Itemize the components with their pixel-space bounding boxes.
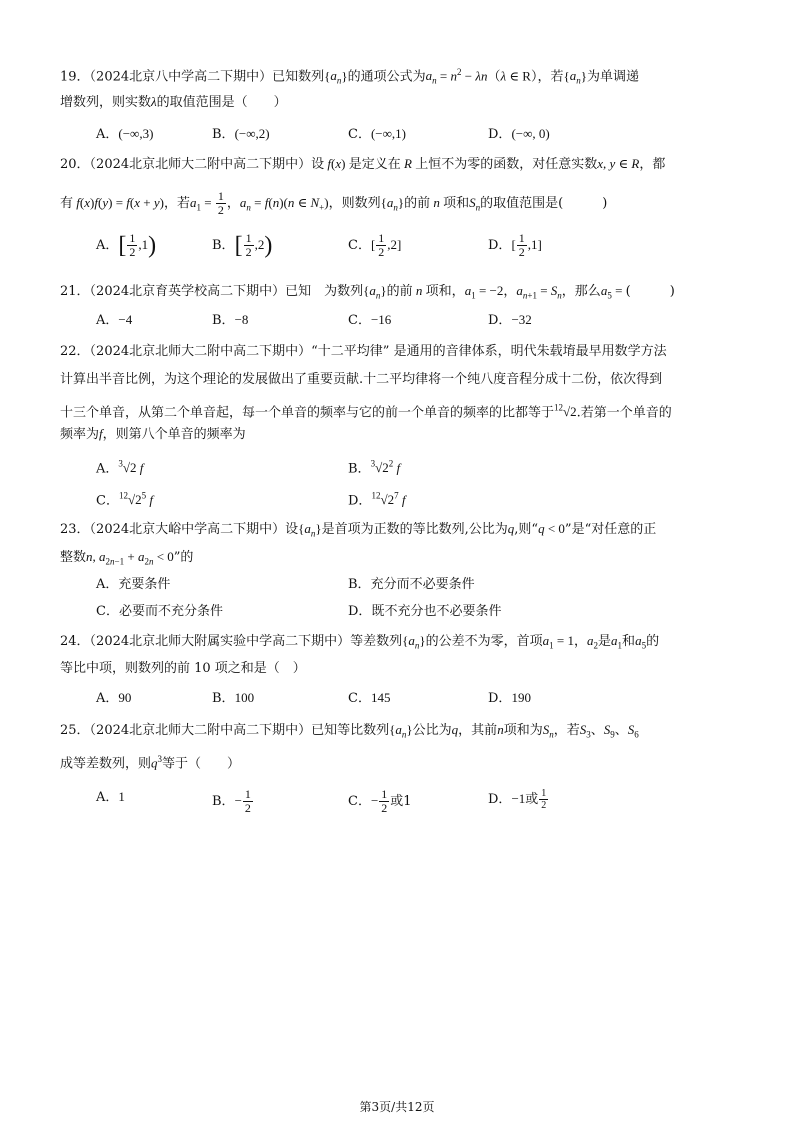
question-19-line2: 增数列，则实数λ的取值范围是（ ）	[60, 94, 287, 110]
question-21-line1: 21．（2024北京育英学校高二下期中）已知 为数列$\{a_n\}$的前 n 项和，$a_1 = -2$，$a_{n+1} = S_n$，那么$a_5$ = ( )	[60, 283, 675, 301]
question-22-line4: 频率为f，则第八个单音的频率为	[60, 426, 246, 442]
q19-option-a[interactable]: A．(−∞,3)	[96, 126, 154, 142]
question-22-line3: 十三个单音，从第二个单音起，每一个单音的频率与它的前一个单音的频率的比都等于$^{12}$√2.若第一个单音的	[60, 403, 672, 421]
q24-option-b[interactable]: B．100	[212, 690, 255, 706]
q25-option-b[interactable]: B．− $\frac{1}{2}$	[212, 787, 251, 815]
question-23-line2: 整数n, $a_{2n-1} + a_{2n} < 0$”的	[60, 549, 194, 567]
question-22-line1: 22．（2024北京北师大二附中高二下期中）“十二平均律” 是通用的音律体系，明代朱载堉最早用数学方法	[60, 344, 667, 359]
q20-option-b[interactable]: B．[ $\frac{1}{2}$ ,2)	[212, 231, 273, 259]
q19-option-b[interactable]: B．(−∞,2)	[212, 126, 270, 142]
q22-option-c[interactable]: C．$^{12}√2^5$ f	[96, 491, 153, 509]
q25-option-c[interactable]: C．− $\frac{1}{2}$ 或1	[348, 787, 412, 815]
q21-option-b[interactable]: B．−8	[212, 312, 249, 328]
q23-option-b[interactable]: B．充分而不必要条件	[348, 577, 475, 592]
question-20-line1: 20．（2024北京北师大二附中高二下期中）设 f(x) 是定义在 R 上恒不为零的函数，对任意实数x, y ∈ R，都	[60, 156, 666, 172]
q23-option-d[interactable]: D．既不充分也不必要条件	[348, 604, 502, 619]
q23-option-a[interactable]: A．充要条件	[96, 577, 171, 592]
q19-option-c[interactable]: C．(−∞,1)	[348, 126, 406, 142]
q21-option-c[interactable]: C．−16	[348, 312, 392, 328]
question-25-line1: 25．（2024北京北师大二附中高二下期中）已知等比数列$\{a_n\}$公比为q，其前n项和为$S_n$，若$S_3$、$S_9$、$S_6$	[60, 722, 639, 740]
question-20-line2: 有 f(x)f(y) = f(x + y)，若$a_1$ = $\frac{1}{2}$ ，$a_n = f(n)(n$ ∈ $N_+$)，则数列$\{a_n\}$的前 n 项和$S_n$的取值范围是( )	[60, 189, 608, 217]
question-24-line1: 24．（2024北京北师大附属实验中学高二下期中）等差数列$\{a_n\}$的公差不为零，首项$a_1 = 1$，$a_2$是$a_1$和$a_5$的	[60, 633, 660, 651]
question-25-line2: 成等差数列，则$q^3$等于（ ）	[60, 754, 241, 772]
q24-option-d[interactable]: D．190	[488, 690, 531, 706]
question-22-line2: 计算出半音比例，为这个理论的发展做出了重要贡献.十二平均律将一个纯八度音程分成十二份，依次得到	[60, 372, 663, 387]
q22-option-a[interactable]: A．$^3$√2 f	[96, 459, 144, 477]
q21-option-d[interactable]: D．−32	[488, 312, 532, 328]
q20-option-a[interactable]: A．[ $\frac{1}{2}$ ,1)	[96, 231, 157, 259]
q24-option-c[interactable]: C．145	[348, 690, 391, 706]
question-19-line1: 19．（2024北京八中学高二下期中）已知数列$\{a_n\}$的通项公式为$a_n = n^2 - \lambda n(\lambda$ ∈ R），若$\{a_n\}$为单调递	[60, 67, 639, 86]
q22-option-b[interactable]: B．$^3√2^2$ f	[348, 459, 401, 477]
q20-option-d[interactable]: D．[ $\frac{1}{2}$ ,1]	[488, 231, 542, 259]
q19-option-d[interactable]: D．(−∞, 0)	[488, 126, 550, 142]
q25-option-d[interactable]: D．−1或 $\frac{1}{2}$	[488, 788, 547, 811]
question-23-line1: 23．（2024北京大峪中学高二下期中）设$\{a_n\}$是首项为正数的等比数列,公比为q,则“q < 0”是“对任意的正	[60, 521, 657, 539]
q25-option-a[interactable]: A．1	[96, 789, 125, 805]
page-footer: 第3页/共12页	[359, 1100, 435, 1114]
question-24-line2: 等比中项，则数列的前 10 项之和是（ ）	[60, 661, 306, 676]
q20-option-c[interactable]: C．[ $\frac{1}{2}$ ,2]	[348, 231, 402, 259]
q21-option-a[interactable]: A．−4	[96, 312, 133, 328]
q24-option-a[interactable]: A．90	[96, 690, 132, 706]
q23-option-c[interactable]: C．必要而不充分条件	[96, 604, 223, 619]
q22-option-d[interactable]: D．$^{12}√2^7$ f	[348, 491, 406, 509]
